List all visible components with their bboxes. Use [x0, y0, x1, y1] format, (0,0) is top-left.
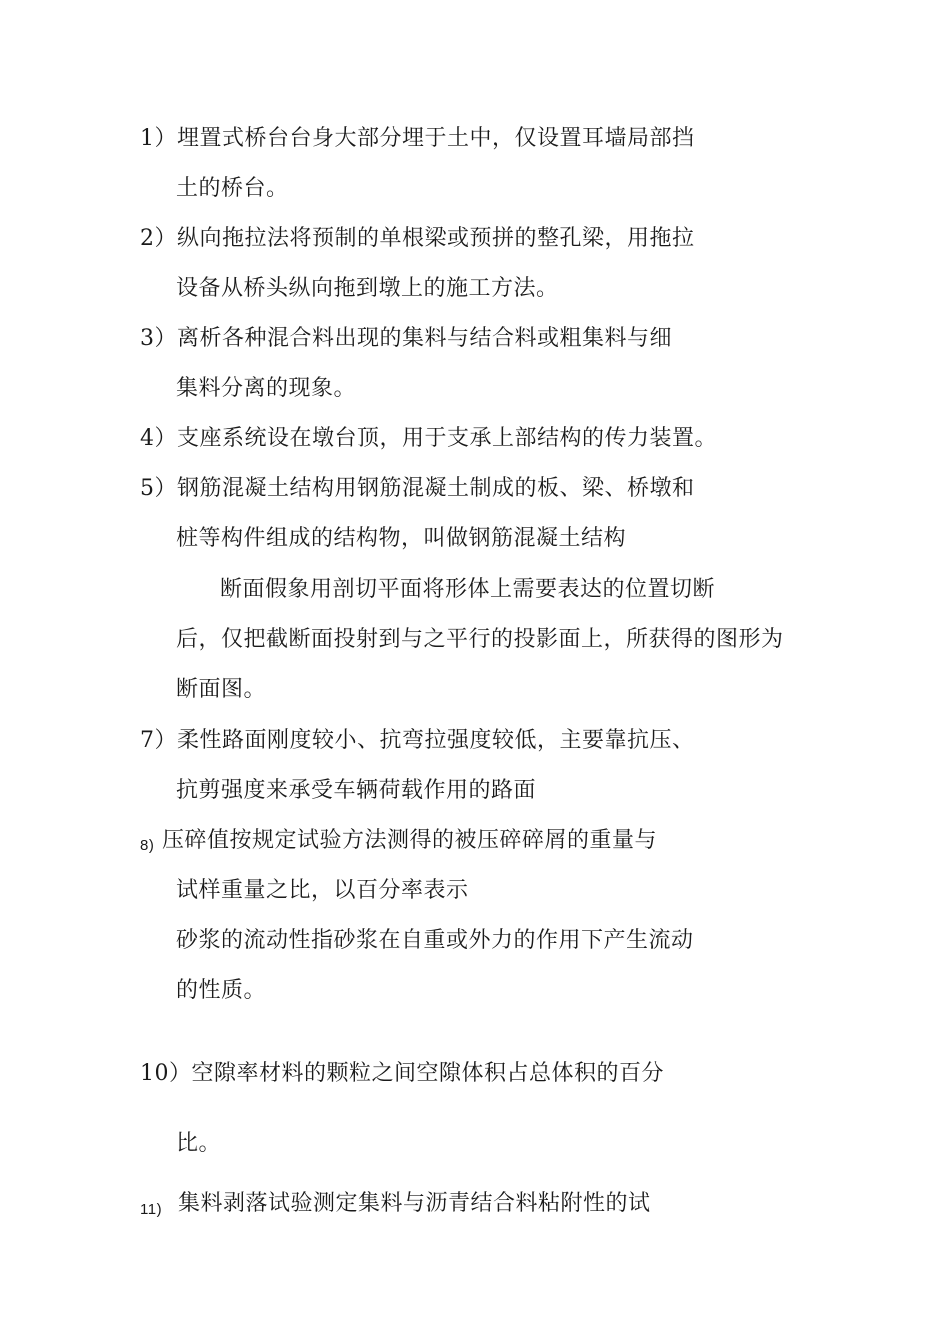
text-line-21: 集料剥落试验测定集料与沥青结合料粘附性的试	[178, 1191, 651, 1216]
text-line-14: 抗剪强度来承受车辆荷载作用的路面	[176, 778, 537, 803]
text-line-11: 后，仅把截断面投射到与之平行的投影面上，所获得的图形为	[176, 627, 784, 652]
text-line-10: 断面假象用剖切平面将形体上需要表达的位置切断	[220, 577, 716, 602]
text-line-6: 集料分离的现象。	[176, 376, 357, 401]
text-line-5: 3）离析各种混合料出现的集料与结合料或粗集料与细	[140, 326, 672, 351]
text-line-9: 桩等构件组成的结构物，叫做钢筋混凝土结构	[176, 526, 627, 551]
text-line-12: 断面图。	[176, 677, 267, 702]
text-line-20: 比。	[176, 1131, 222, 1156]
text-line-1: 1）埋置式桥台台身大部分埋于土中，仅设置耳墙局部挡	[140, 126, 695, 151]
text-line-4: 设备从桥头纵向拖到墩上的施工方法。	[176, 276, 559, 301]
text-line-18: 的性质。	[176, 978, 267, 1003]
text-line-7: 4）支座系统设在墩台顶，用于支承上部结构的传力装置。	[140, 426, 717, 451]
text-line-16: 试样重量之比，以百分率表示	[176, 878, 469, 903]
text-line-13: 7）柔性路面刚度较小、抗弯拉强度较低，主要靠抗压、	[140, 728, 695, 753]
item-marker-8: 8)	[140, 837, 155, 854]
item-marker-11: 11)	[140, 1201, 163, 1218]
text-line-8: 5）钢筋混凝土结构用钢筋混凝土制成的板、梁、桥墩和	[140, 476, 695, 501]
text-line-19: 10）空隙率材料的颗粒之间空隙体积占总体积的百分	[140, 1061, 664, 1086]
text-line-3: 2）纵向拖拉法将预制的单根梁或预拼的整孔梁，用拖拉	[140, 226, 695, 251]
text-line-15: 压碎值按规定试验方法测得的被压碎碎屑的重量与	[162, 828, 658, 853]
text-line-17: 砂浆的流动性指砂浆在自重或外力的作用下产生流动	[176, 928, 694, 953]
text-line-2: 土的桥台。	[176, 176, 289, 201]
